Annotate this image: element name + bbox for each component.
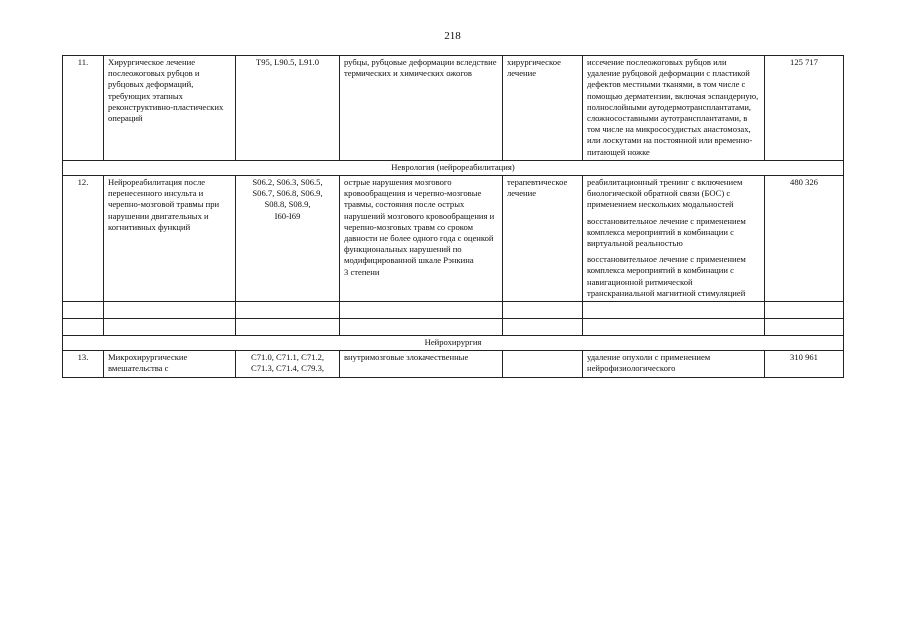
treatment-type-cell: хирургическое лечение [503, 56, 583, 161]
icd-codes-line: S06.2, S06.3, S06.5, [252, 177, 323, 188]
patient-model-cell: внутримозговые злокачественные [340, 351, 503, 377]
care-name-cell: Микрохирургические вмешательства с [104, 351, 236, 377]
empty-cell [340, 302, 503, 319]
icd-codes-line: S06.7, S06.8, S06.9, [252, 188, 323, 199]
icd-codes-line: C71.3, C71.4, C79.3, [250, 363, 325, 374]
treatment-type-cell: терапевтическое лечение [503, 176, 583, 302]
empty-cell [236, 319, 340, 336]
table-row-11 [63, 56, 844, 161]
treatment-method-cell [583, 176, 765, 302]
care-name-cell: Нейрореабилитация после перенесенного инсульта и черепно-мозговой травмы при нарушении двигательных и когнитивных функций [104, 176, 236, 302]
treatment-method-item: реабилитационный тренинг с включением биологической обратной связи (БОС) с применением нескольких модальностей [587, 177, 743, 210]
table-row-empty [63, 302, 844, 319]
treatment-type-cell [503, 351, 583, 377]
section-heading: Нейрохирургия [63, 336, 844, 351]
page-number: 218 [444, 30, 461, 42]
patient-model-cell: рубцы, рубцовые деформации вследствие термических и химических ожогов [340, 56, 503, 161]
table-row-13 [63, 351, 844, 377]
table-row-12 [63, 176, 844, 302]
table-row-empty [63, 319, 844, 336]
empty-cell [63, 302, 104, 319]
patient-model-degree: 3 степени [344, 266, 380, 277]
empty-cell [583, 319, 765, 336]
icd-codes-line: S08.8, S08.9, [264, 199, 311, 210]
treatment-method-cell: удаление опухоли с применением нейрофизиологического [583, 351, 765, 377]
empty-cell [340, 319, 503, 336]
medical-care-table [62, 55, 844, 378]
row-number: 13. [63, 351, 104, 377]
icd-codes-cell [236, 351, 340, 377]
icd-codes-line: C71.0, C71.1, C71.2, [250, 352, 325, 363]
patient-model-text: острые нарушения мозгового кровообращения и черепно-мозговые травмы, состояния после острых нарушений мозгового кровообращения и черепно-мозговых травм со сроком давности не более одного года с оценкой функциональных нарушений по модифицированной шкале Рэнкина [344, 177, 495, 266]
icd-codes-cell [236, 176, 340, 302]
empty-cell [63, 319, 104, 336]
price-cell: 480 326 [765, 176, 844, 302]
section-row-neuro-rehab [63, 160, 844, 175]
treatment-method-cell: иссечение послеожоговых рубцов или удаление рубцовой деформации с пластикой дефектов местными тканями, в том числе с помощью дерматензии, включая эспандерную, полнослойными аутодермотрансплантатами, сложносоставными аутотрансплантатами, в том числе на микрососудистых анастомозах, или лоскутами на постоянной или временно-питающей ножке [583, 56, 765, 161]
price-cell: 310 961 [765, 351, 844, 377]
empty-cell [104, 302, 236, 319]
row-number: 12. [63, 176, 104, 302]
empty-cell [503, 319, 583, 336]
icd-codes-cell: T95, L90.5, L91.0 [236, 56, 340, 161]
empty-cell [503, 302, 583, 319]
treatment-method-item: восстановительное лечение с применением комплекса мероприятий в комбинации с виртуальной реальностью [587, 215, 746, 249]
empty-cell [236, 302, 340, 319]
price-cell: 125 717 [765, 56, 844, 161]
treatment-method-item: восстановительное лечение с применением комплекса мероприятий в комбинации с навигационной ритмической транскраниальной магнитной стимуляцией [587, 254, 746, 298]
row-number: 11. [63, 56, 104, 161]
icd-codes-line: I60-I69 [274, 210, 301, 221]
empty-cell [104, 319, 236, 336]
empty-cell [583, 302, 765, 319]
patient-model-cell [340, 176, 503, 302]
section-row-neurosurgery [63, 336, 844, 351]
care-name-cell: Хирургическое лечение послеожоговых рубцов и рубцовых деформаций, требующих этапных реконструктивно-пластических операций [104, 56, 236, 161]
empty-cell [765, 302, 844, 319]
section-heading: Неврология (нейрореабилитация) [63, 160, 844, 175]
empty-cell [765, 319, 844, 336]
